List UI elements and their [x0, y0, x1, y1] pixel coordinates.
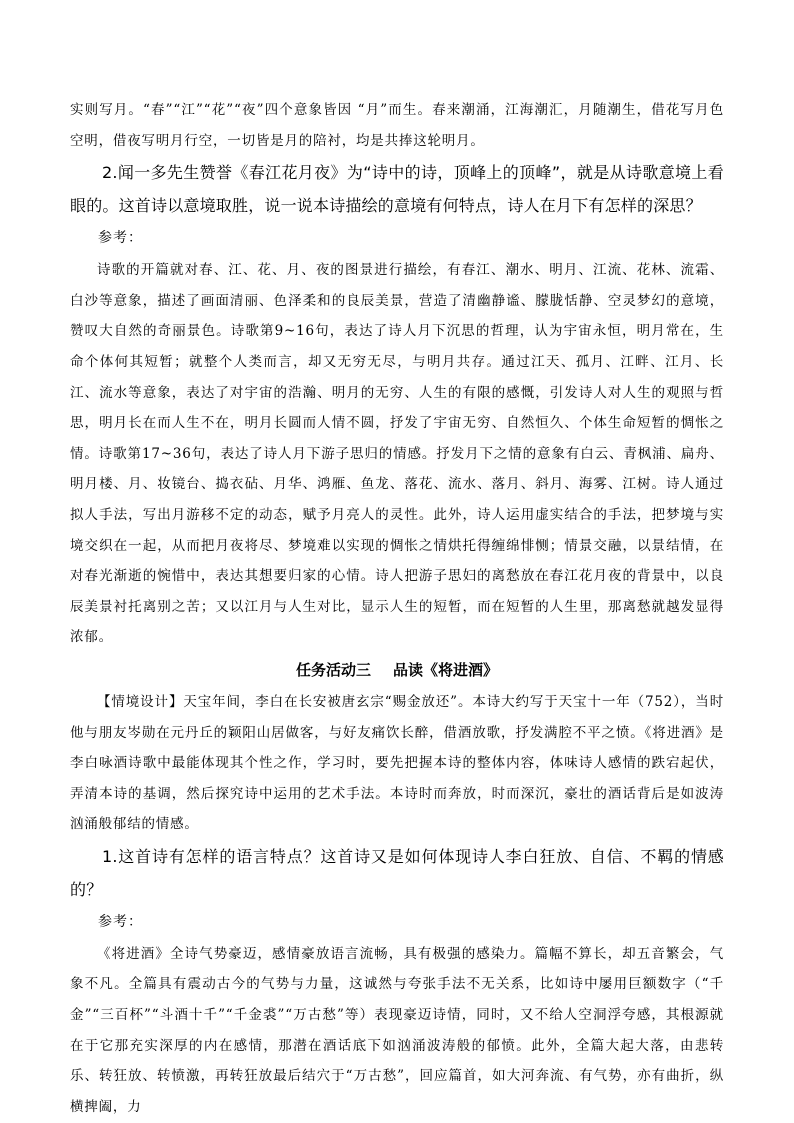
- intro-paragraph-tail: 实则写月。“春”“江”“花”“夜”四个意象皆因 “月”而生。春来潮涌，江海潮汇，月随潮生，借花写月色空明，借夜写明月行空，一切皆是月的陪衬，均是共捧这轮明月。: [70, 102, 724, 149]
- reference-label-1: 参考：: [98, 230, 143, 247]
- answer-1-paragraph: 《将进酒》全诗气势豪迈，感情豪放语言流畅，具有极强的感染力。篇幅不算长，却五音繁会，气象不凡。全篇具有震动古今的气势与力量，这诚然与夸张手法不无关系，比如诗中屡用巨额数字（“千金”“三百杯”“斗酒十千”“千金裘”“万古愁”等）表现豪迈诗情，同时，又不给人空洞浮夸感，其根源就在于它那充实深厚的内在感情，那潜在酒话底下如汹涌波涛般的郁愤。此外，全篇大起大落，由悲转乐、转狂放、转愤激，再转狂放最后结穴于“万古愁”，回应篇首，如大河奔流、有气势，亦有曲折，纵横捭阖，力: [70, 945, 724, 1115]
- section-3-heading: [70, 653, 724, 687]
- reference-label-2: 参考：: [98, 913, 143, 930]
- answer-2-paragraph: 诗歌的开篇就对春、江、花、月、夜的图景进行描绘，有春江、潮水、明月、江流、花林、流霜、白沙等意象，描述了画面清丽、色泽柔和的良辰美景，营造了清幽静谧、朦胧恬静、空灵梦幻的意境，赞叹大自然的奇丽景色。诗歌第9~16句，表达了诗人月下沉思的哲理，认为宇宙永恒，明月常在，生命个体何其短暂；就整个人类而言，却又无穷无尽，与明月共存。通过江天、孤月、江畔、江月、长江、流水等意象，表达了对宇宙的浩瀚、明月的无穷、人生的有限的感慨，引发诗人对人生的观照与哲思，明月长在而人生不在，明月长圆而人情不圆，抒发了宇宙无穷、自然恒久、个体生命短暂的惆怅之情。诗歌第17~36句，表达了诗人月下游子思归的情感。抒发月下之情的意象有白云、青枫浦、扁舟、明月楼、月、妆镜台、捣衣砧、月华、鸿雁、鱼龙、落花、流水、落月、斜月、海雾、江树。诗人通过拟人手法，写出月游移不定的动态，赋予月亮人的灵性。此外，诗人运用虚实结合的手法，把梦境与实境交织在一起，从而把月夜将尽、梦境难以实现的惆怅之情烘托得缠绵悱恻；情景交融，以景结情，在对春光渐逝的惋惜中，表达其想要归家的心情。诗人把游子思妇的离愁放在春江花月夜的背景中，以良辰美景衬托离别之苦；又以江月与人生对比，显示人生的短暂，而在短暂的人生里，那离愁就越发显得浓郁。: [70, 262, 724, 646]
- section-3-title-a: 任务活动三: [295, 660, 371, 679]
- scenario-paragraph: 【情境设计】天宝年间，李白在长安被唐玄宗“赐金放还”。本诗大约写于天宝十一年（752），当时他与朋友岑勋在元丹丘的颖阳山居做客，与好友痛饮长醉，借酒放歌，抒发满腔不平之愤。《将进酒》是李白咏酒诗歌中最能体现其个性之作，学习时，要先把握本诗的整体内容，体味诗人感情的跌宕起伏，弄清本诗的基调，然后探究诗中运用的艺术手法。本诗时而奔放，时而深沉，豪壮的酒话背后是如波涛汹涌般郁结的情感。: [70, 693, 724, 833]
- question-2: 2.闻一多先生赞誉《春江花月夜》为“诗中的诗，顶峰上的顶峰”，就是从诗歌意境上看眼的。这首诗以意境取胜，说一说本诗描绘的意境有何特点，诗人在月下有怎样的深思？: [70, 163, 724, 216]
- section-3-title-b: 品读《将进酒》: [393, 660, 499, 679]
- question-1: 1.这首诗有怎样的语言特点？这首诗又是如何体现诗人李白狂放、自信、不羁的情感的？: [70, 846, 724, 899]
